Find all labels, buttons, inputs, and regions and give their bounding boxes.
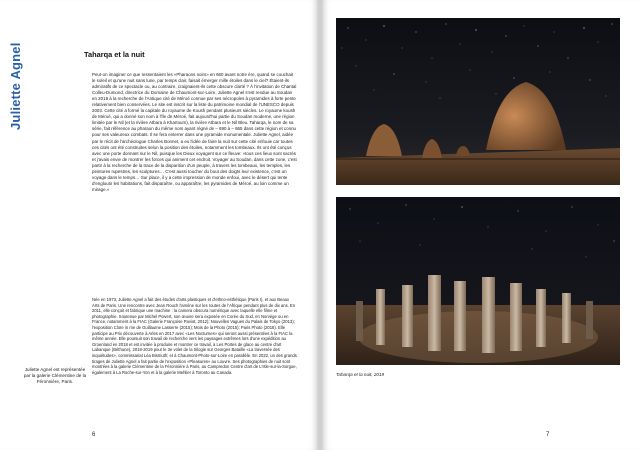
author-name-text: Juliette Agnel [8, 42, 23, 130]
page-number-left: 6 [92, 432, 96, 438]
left-page [0, 0, 318, 450]
gallery-note: Juliette Agnel est représentée par la galerie Clémentine de la Féronnière, Paris. [23, 367, 87, 385]
bio-paragraph: Née en 1973, Juliette Agnel a fait des études d'arts plastiques et d'ethno-esthétique (Paris I), et aux Beaux Arts de Paris. Une rencontre avec Jean Rouch l'amène sur les routes de l'Afrique pendant plus de dix ans. En 2011, elle conçoit et fabrique une machine : la camera obscura numérique avec laquelle elle filme et photographie. Soutenue par Michel Poivert, son œuvre sera exposée en Corée du Sud, en Norvège ou en France, notamment à la FIAC (Galerie Françoise Paviot, 2012); Nouvelles Vagues du Palais de Tokyo (2013); l'exposition Clore in me de Guillaume Lasserre (2015); Mois de la Photo (2015); Paris Photo (2018). Elle participe au Prix découverte à Arles en 2017 avec «Les Nocturnes» qui seront aussi présentées à la FIAC la même année. Elle poursuit son travail de recherche vers les paysages extrêmes lors d'une expédition au Groenland en 2018 et est invitée à produire et montrer ce travail, à Les Portes de glace au centre d'art Labanque (Béthune), 2018-2019 pour le 3e volet de la trilogie sur Georges Bataille «La traversée des inquiétudes», commissariat Léa Bismuth; et à Chaumont-Photo-sur-Loire en parallèle. En 2022, un des grands tirages de Juliette Agnel a fait partie de l'exposition «Pleasures» au Louvre. Ses photographies de nuit sont montrées à la galerie Clémentine de la Féronnière à Paris, au Campredon Centre d'art de L'Isle-sur-la-Sorgue, également à La Roche-sur-Yon et à la galerie Mehlier à Toronto au Canada. [92, 297, 297, 375]
photo-caption: Taharqa et la nuit, 2019 [336, 372, 385, 377]
article-body [92, 72, 297, 193]
article-title: Taharqa et la nuit [84, 50, 145, 59]
body-paragraph: Peut-on imaginer ce que ressentaient les «Pharaons noirs» en 660 avant notre ère, quand se couchait le soleil et qu'une nuit sans lune, par temps clair, faisait émerger mille étoiles dans le ciel? Étaient-ils admiratifs de ce spectacle ou, au contraire, craignaient-ils cette obscure clarté ? À l'invitation de Chantal Colleu-Dumond, directrice du Domaine de Chaumont-sur-Loire, Juliette Agnel s'est rendue au Soudan en 2019 à la recherche de l'Antique cité de Méroé connue par ses nécropoles à pyramides à forte pente relativement bien conservées. Le site est inscrit sur la liste du patrimoine mondial de l'UNESCO depuis 2003. Cette cité a formé la capitale du royaume de Koush pendant plusieurs siècles. Le royaume koush de Méroé, qui a donné son nom à l'île de Méroé, fait aujourd'hui partie du Soudan moderne, une région limitée par le Nil (et la rivière Atbara à Khartoum), la rivière Atbara et le Nil Bleu. Taharqa, le nom de sa série, fait référence au pharaon du même nom ayant régné de – 690 à – 665 dans cette région et connu pour ses valeureux combats. Il se fera enterrer dans une pyramide monumentale. Juliette Agnel, aidée par le récit de l'archéologue Charles Bonnet, a eu l'idée de faire la nuit sur cette cité enfouie car toutes ces cités ont été construites selon la position des étoiles, notamment les tombeaux. Ils ont été conçus avec une porte donnant sur le Nil, puisque les Dieux voyagent sur ce fleuve: «tous ces lieux sont sacrés et j'avais envie de montrer les forces qui animent cet endroit. Voyager au Soudan, dans cette zone, c'est partir à la recherche de la trace de la disparition d'un peuple, à travers les tombeaux, les temples, les peintures rupestres, les sculptures… C'est aussi toucher du bout des doigts leur existence, c'est un voyage dans le temps… Sur place, il y a cette impression de monde enfoui, avec le désert qui tente d'engloutir les habitations, fait disparaître, ou apparaître, les pyramides de Méroé, au loin comme un mirage.» [92, 72, 297, 192]
photo-pyramids-night [336, 18, 620, 185]
author-name-vertical [6, 12, 24, 132]
photo-columns-night [336, 197, 620, 365]
artist-bio [92, 297, 297, 375]
pyramids-night-image [336, 18, 620, 185]
page-number-right: 7 [546, 432, 550, 438]
columns-night-image [336, 197, 620, 365]
